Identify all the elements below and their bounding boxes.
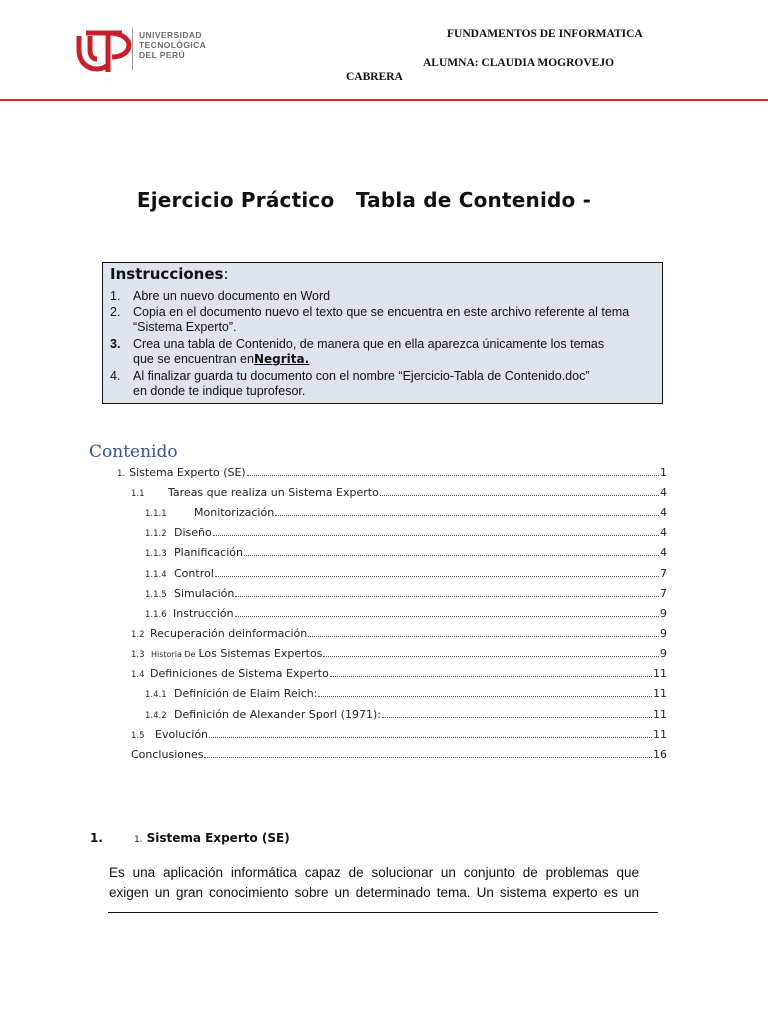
student-name-line1: ALUMNA: CLAUDIA MOGROVEJO (423, 57, 615, 69)
toc-entry[interactable]: 1.4.1 Definición de Elaim Reich: 11 (145, 687, 667, 700)
instruction-item: 1. Abre un nuevo documento en Word (110, 289, 331, 303)
logo-separator (132, 28, 133, 70)
toc-heading: Contenido (89, 442, 178, 462)
section-number: 1. (90, 831, 103, 845)
logo-text: UNIVERSIDAD TECNOLÓGICA DEL PERÚ (139, 30, 207, 60)
toc-entry[interactable]: 1.1.4 Control 7 (145, 567, 667, 580)
page-bottom-rule (108, 912, 658, 913)
toc-entry[interactable]: 1.3 Historia De Los Sistemas Expertos 9 (131, 647, 667, 660)
toc-entry[interactable]: 1.2 Recuperación deinformación 9 (131, 627, 667, 640)
header-rule (0, 99, 768, 101)
section-title: 1. Sistema Experto (SE) (134, 831, 290, 845)
instruction-item: 3. Crea una tabla de Contenido, de manera que en ella aparezca únicamente los temas que se encuentran enNegrita. (110, 337, 605, 366)
toc-entry[interactable]: 1.4.2 Definición de Alexander Sporl (1971): 11 (145, 708, 667, 721)
toc-entry[interactable]: 1.5 Evolución 11 (131, 728, 667, 741)
utp-logo-icon (76, 28, 132, 72)
toc-entry[interactable]: 1.1.2 Diseño 4 (145, 526, 667, 539)
utp-logo (76, 28, 216, 72)
student-name-line2: CABRERA (346, 71, 403, 83)
toc-entry[interactable]: 1.1.3 Planificación 4 (145, 546, 667, 559)
instructions-box (102, 262, 663, 404)
toc-entry[interactable]: 1.1.5 Simulación 7 (145, 587, 667, 600)
toc-entry[interactable]: 1. Sistema Experto (SE) 1 (117, 466, 667, 479)
toc-entry[interactable]: 1.1.1 Monitorización 4 (145, 506, 667, 519)
toc-entry[interactable]: 1.1.6 Instrucción 9 (145, 607, 667, 620)
toc-entry[interactable]: Conclusiones 16 (131, 748, 667, 761)
section-paragraph: Es una aplicación informática capaz de solucionar un conjunto de problemas que exigen un gran conocimiento sobre un determinado tema. Un sistema experto es un (109, 865, 639, 900)
instructions-heading: Instrucciones: (110, 265, 229, 283)
document-title: Ejercicio Práctico Tabla de Contenido - (136, 188, 592, 212)
instruction-item: 4. Al finalizar guarda tu documento con el nombre “Ejercicio-Tabla de Contenido.doc” en donde te indique tuprofesor. (110, 369, 590, 398)
course-name: FUNDAMENTOS DE INFORMATICA (447, 28, 643, 40)
instruction-item: 2. Copia en el documento nuevo el texto que se encuentra en este archivo referente al tema “Sistema Experto”. (110, 305, 630, 334)
toc-entry[interactable]: 1.1 Tareas que realiza un Sistema Experto 4 (131, 486, 667, 499)
toc-entry[interactable]: 1.4 Definiciones de Sistema Experto 11 (131, 667, 667, 680)
